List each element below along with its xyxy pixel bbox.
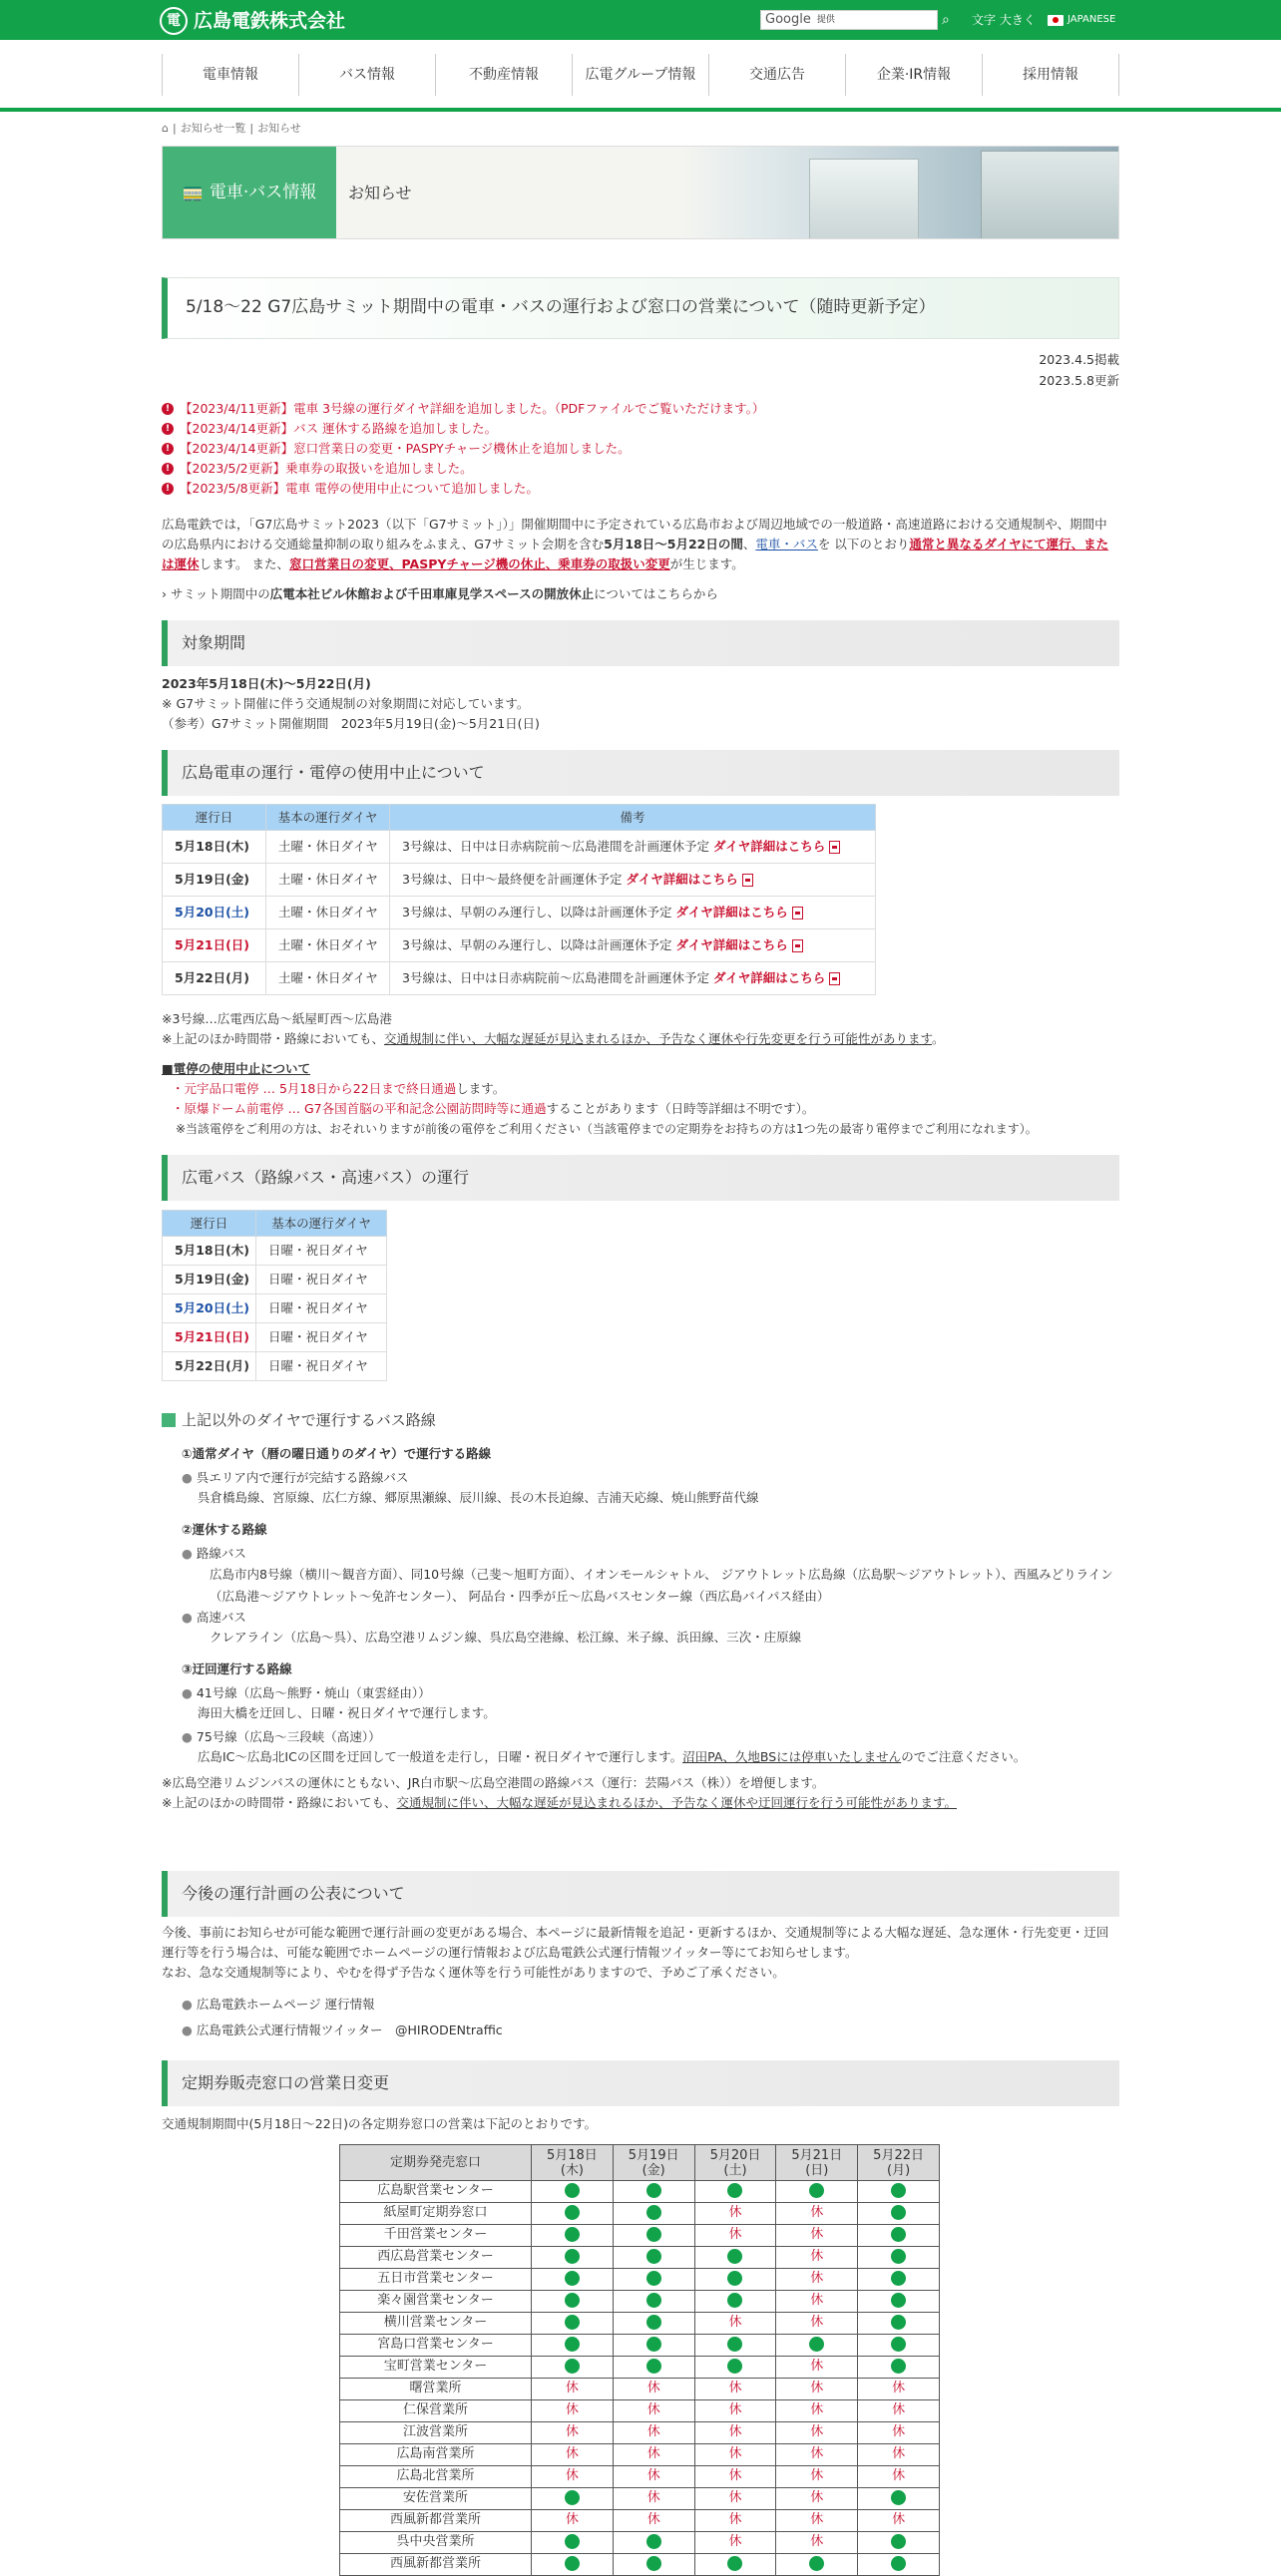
open-circle-icon <box>646 2293 661 2308</box>
alert-icon: ! <box>162 483 174 495</box>
bus-table: 運行日 基本の運行ダイヤ 5月18日(木) 日曜・祝日ダイヤ 5月19日(金) 日曜・祝日ダイヤ 5月20日(土) 日曜・祝日ダイヤ 5月21日(日) 日曜・祝日ダイヤ 5月22日(月) 日曜・祝日ダイヤ <box>162 1210 387 1381</box>
closed-status: 休 <box>694 2422 776 2444</box>
open-status <box>694 2335 776 2357</box>
table-row: 5月18日(木) 土曜・休日ダイヤ 3号線は、日中は日赤病院前～広島港間を計画運休予定 ダイヤ詳細はこちら <box>163 831 876 864</box>
table-row: 5月22日(月) 日曜・祝日ダイヤ <box>163 1352 387 1381</box>
open-status <box>694 2181 776 2203</box>
open-circle-icon <box>727 2293 742 2308</box>
open-status <box>613 2225 694 2247</box>
window-name: 楽々園営業センター <box>340 2291 532 2313</box>
open-status <box>694 2269 776 2291</box>
bus-routes: ①通常ダイヤ（暦の曜日通りのダイヤ）で運行する路線 ● 呉エリア内で運行が完結する路線バス 呉倉橋島線、宮原線、広仁方線、郷原黒瀬線、辰川線、長の木長迫線、吉浦天応線、焼山熊野苗代線 ②運休する路線 ● 路線バス 広島市内8号線（横川～観音方面）、同10号線（己斐～旭町方面）、イオンモールシャトル、 ジアウトレット広島線（広島駅～ジアウトレット）、西風みどりライン（広島港～ジアウトレット～免許センター）、 阿品台・四季が丘～広島バスセンター線（西広島バイパス経由） ● 高速バス クレアライン（広島～呉）、広島空港リムジン線、呉広島空港線、松江線、米子線、浜田線、三次・庄原線 ③迂回運行する路線 ● 41号線（広島～熊野・焼山（東雲経由）） 海田大橋を迂回し、日曜・祝日ダイヤで運行します。 ● 75号線（広島～三段峡（高速）） 広島IC～広島北ICの区間を迂回して一般道を走行し，日曜・祝日ダイヤで運行します。沼田PA、久地BSには停車いたしませんのでご注意ください。 ※広島空港リムジンバスの運休にともない、JR白市駅～広島空港間の路線バス（運行：芸陽バス（株））を増便します。 ※上記のほかの時間帯・路線においても、交通規制に伴い、大幅な遅延が見込まれるほか、予告なく運休や迂回運行を行う可能性があります。 <box>162 1446 1113 1810</box>
open-status <box>858 2247 940 2269</box>
article-dates <box>1039 349 1119 392</box>
table-row <box>340 2357 940 2379</box>
banner-photo <box>681 147 1119 239</box>
table-row <box>340 2400 940 2422</box>
open-circle-icon <box>565 2183 580 2198</box>
closed-status: 休 <box>858 2466 940 2488</box>
open-status <box>532 2225 614 2247</box>
alert-icon: ! <box>162 463 174 475</box>
search-icon[interactable]: ⌕ <box>942 12 950 28</box>
open-status <box>613 2181 694 2203</box>
closed-status: 休 <box>858 2379 940 2400</box>
open-circle-icon <box>891 2227 906 2242</box>
open-status <box>858 2225 940 2247</box>
nav-item[interactable]: 採用情報 <box>983 54 1119 96</box>
schedule-link[interactable]: ダイヤ詳細はこちら <box>712 839 826 854</box>
window-name: 宮島口営業センター <box>340 2335 532 2357</box>
open-status <box>613 2313 694 2335</box>
open-circle-icon <box>809 2337 824 2352</box>
update-list <box>162 399 1119 499</box>
closed-status: 休 <box>613 2488 694 2510</box>
open-status <box>532 2532 614 2554</box>
closed-status: 休 <box>776 2379 858 2400</box>
open-status <box>613 2357 694 2379</box>
closed-status: 休 <box>776 2488 858 2510</box>
window-name: 西広島営業センター <box>340 2247 532 2269</box>
text-size-button[interactable]: 文字 大きく <box>972 13 1036 27</box>
alert-icon: ! <box>162 403 174 415</box>
closed-status: 休 <box>613 2510 694 2532</box>
search-brand: Google <box>765 11 811 27</box>
closed-status: 休 <box>532 2400 614 2422</box>
window-name: 広島南営業所 <box>340 2444 532 2466</box>
open-status <box>858 2181 940 2203</box>
closed-status: 休 <box>776 2466 858 2488</box>
window-name: 広島駅営業センター <box>340 2181 532 2203</box>
language-label: JAPANESE <box>1068 14 1116 25</box>
open-circle-icon <box>565 2315 580 2330</box>
open-circle-icon <box>646 2205 661 2220</box>
open-circle-icon <box>646 2271 661 2286</box>
open-status <box>694 2247 776 2269</box>
closed-status: 休 <box>858 2400 940 2422</box>
closed-status: 休 <box>694 2510 776 2532</box>
open-status <box>613 2554 694 2576</box>
open-status <box>613 2247 694 2269</box>
chevron-right-icon: › <box>162 586 167 601</box>
closed-status: 休 <box>532 2379 614 2400</box>
open-circle-icon <box>565 2359 580 2374</box>
open-circle-icon <box>646 2337 661 2352</box>
open-circle-icon <box>891 2490 906 2505</box>
section-heading: 広電バス（路線バス・高速バス）の運行 <box>162 1155 1119 1201</box>
open-circle-icon <box>646 2359 661 2374</box>
open-circle-icon <box>646 2227 661 2242</box>
table-row: 5月20日(土) 土曜・休日ダイヤ 3号線は、早朝のみ運行し、以降は計画運休予定 ダイヤ詳細はこちら <box>163 897 876 929</box>
open-status <box>858 2554 940 2576</box>
breadcrumb: ⌂ | お知らせ一覧 | お知らせ <box>162 120 301 138</box>
schedule-link[interactable]: ダイヤ詳細はこちら <box>626 872 738 887</box>
window-name: 仁保営業所 <box>340 2400 532 2422</box>
open-circle-icon <box>565 2293 580 2308</box>
table-row: 5月19日(金) 土曜・休日ダイヤ 3号線は、日中～最終便を計画運休予定 ダイヤ詳細はこちら <box>163 864 876 897</box>
closed-status: 休 <box>858 2510 940 2532</box>
open-circle-icon <box>891 2249 906 2264</box>
open-status <box>532 2554 614 2576</box>
open-circle-icon <box>565 2205 580 2220</box>
tram-table: 運行日 基本の運行ダイヤ 備考 5月18日(木) 土曜・休日ダイヤ 3号線は、日中は日赤病院前～広島港間を計画運休予定 ダイヤ詳細はこちら 5月19日(金) 土曜・休日ダイヤ 3号線は、日中～最終便を計画運休予定 ダイヤ詳細はこちら 5月20日(土) 土曜・休日ダイヤ 3号線は、早朝のみ運行し、以降は計画運休予定 ダイヤ詳細はこちら 5月21日(日) 土曜・休日ダイヤ 3号線は、早朝のみ運行し、以降は計画運休予定 ダイヤ詳細はこちら 5月22日(月) 土曜・休日ダイヤ 3号線は、日中は日赤病院前～広島港間を計画運休予定 ダイヤ詳細はこちら <box>162 804 876 995</box>
open-circle-icon <box>565 2490 580 2505</box>
logo-text: 広島電鉄株式会社 <box>194 10 346 32</box>
closed-status: 休 <box>694 2532 776 2554</box>
table-row: 5月20日(土) 日曜・祝日ダイヤ <box>163 1294 387 1323</box>
bus-tram-link[interactable]: 電車・バス <box>755 537 818 552</box>
open-status <box>532 2357 614 2379</box>
open-status <box>858 2313 940 2335</box>
table-row <box>340 2554 940 2576</box>
open-status <box>613 2291 694 2313</box>
global-nav <box>162 54 1119 96</box>
closed-status: 休 <box>776 2357 858 2379</box>
open-status <box>532 2203 614 2225</box>
tram-notes: ※3号線…広電西広島～紙屋町西～広島港 ※上記のほか時間帯・路線においても、交通規制に伴い、大幅な遅延が見込まれるほか、予告なく運休や行先変更を行う可能性があります。 ■電停の使用中止について ・元宇品口電停 … 5月18日から22日まで終日通過します。 ・原爆ドーム前電停 … G7各国首脳の平和記念公園訪問時等に通過することがあります（日時等詳細は不明です）。 ※当該電停をご利用の方は、おそれいりますが前後の電停をご利用ください（当該電停までの定期券をお持ちの方は1つ先の最寄り電停までご利用になれます）。 <box>162 1011 1038 1136</box>
section-heading: 今後の運行計画の公表について <box>162 1871 1119 1917</box>
open-circle-icon <box>727 2359 742 2374</box>
open-status <box>858 2291 940 2313</box>
open-status <box>858 2532 940 2554</box>
window-name: 安佐営業所 <box>340 2488 532 2510</box>
window-intro: 交通規制期間中(5月18日～22日)の各定期券窓口の営業は下記のとおりです。 <box>162 2116 598 2131</box>
table-row: 5月21日(日) 土曜・休日ダイヤ 3号線は、早朝のみ運行し、以降は計画運休予定 ダイヤ詳細はこちら <box>163 929 876 962</box>
open-status <box>776 2335 858 2357</box>
nav-item[interactable]: 不動産情報 <box>436 54 573 96</box>
category-banner <box>162 146 1119 239</box>
nav-divider <box>0 108 1281 112</box>
breadcrumb-item[interactable]: お知らせ一覧 <box>180 122 246 135</box>
window-name: 呉中央営業所 <box>340 2532 532 2554</box>
open-circle-icon <box>891 2359 906 2374</box>
open-circle-icon <box>727 2249 742 2264</box>
open-status <box>532 2181 614 2203</box>
window-name: 曙営業所 <box>340 2379 532 2400</box>
closed-status: 休 <box>532 2422 614 2444</box>
table-row: 5月18日(木) 日曜・祝日ダイヤ <box>163 1237 387 1266</box>
open-status <box>532 2269 614 2291</box>
open-circle-icon <box>891 2293 906 2308</box>
open-status <box>613 2335 694 2357</box>
banner-title: お知らせ <box>348 184 412 202</box>
window-name: 江波営業所 <box>340 2422 532 2444</box>
open-circle-icon <box>891 2337 906 2352</box>
open-circle-icon <box>565 2534 580 2549</box>
open-status <box>858 2357 940 2379</box>
closed-status: 休 <box>613 2444 694 2466</box>
table-row: 5月21日(日) 日曜・祝日ダイヤ <box>163 1323 387 1352</box>
section-heading: 対象期間 <box>162 620 1119 666</box>
closed-status: 休 <box>532 2466 614 2488</box>
window-name: 五日市営業センター <box>340 2269 532 2291</box>
twitter-link[interactable]: 広島電鉄公式運行情報ツイッター @HIRODENtraffic <box>196 2023 503 2037</box>
search-provided: 提供 <box>816 14 835 25</box>
closed-status: 休 <box>613 2422 694 2444</box>
banner-category <box>163 147 336 239</box>
open-circle-icon <box>646 2556 661 2571</box>
open-status <box>858 2488 940 2510</box>
closed-status: 休 <box>532 2444 614 2466</box>
open-status <box>694 2357 776 2379</box>
table-row <box>340 2510 940 2532</box>
nav-item[interactable]: 企業·IR情報 <box>846 54 983 96</box>
table-row <box>340 2488 940 2510</box>
table-row <box>340 2335 940 2357</box>
open-status <box>532 2488 614 2510</box>
open-status <box>858 2269 940 2291</box>
table-row <box>340 2444 940 2466</box>
open-status <box>694 2291 776 2313</box>
intro-text: 広島電鉄では，「G7広島サミット2023（以下「G7サミット」）」開催期間中に予定されている広島市および周辺地域での一般道路・高速道路における交通規制や、期間中の広島県内における交通総量抑制の取り組みをふまえ、G7サミット会期を含む5月18日～5月22日の間、電車・バスを 以下のとおり通常と異なるダイヤにて運行、または運休します。 また、窓口営業日の変更、PASPYチャージ機の休止、乗車券の取扱い変更が生じます。 <box>162 517 1109 571</box>
open-circle-icon <box>646 2534 661 2549</box>
open-status <box>776 2554 858 2576</box>
open-status <box>613 2203 694 2225</box>
table-row <box>340 2225 940 2247</box>
open-circle-icon <box>891 2183 906 2198</box>
closure-link[interactable]: › サミット期間中の広電本社ビル休館および千田車庫見学スペースの開放休止についてはこちらから <box>162 586 718 601</box>
closed-status: 休 <box>776 2203 858 2225</box>
section-heading: 広島電車の運行・電停の使用中止について <box>162 750 1119 796</box>
table-row <box>340 2269 940 2291</box>
pdf-icon <box>829 841 840 854</box>
breadcrumb-current: お知らせ <box>257 122 301 135</box>
open-circle-icon <box>891 2556 906 2571</box>
closed-status: 休 <box>776 2291 858 2313</box>
nav-item[interactable]: 広電グループ情報 <box>573 54 709 96</box>
plan-text: 今後、事前にお知らせが可能な範囲で運行計画の変更がある場合、本ページに最新情報を追記・更新するほか、交通規制等による大幅な遅延、急な運休・行先変更・迂回運行等を行う場合は、可能な範囲でホームページの運行情報および広島電鉄公式運行情報ツイッター等にてお知らせします。 なお、急な交通規制等により、やむを得ず予告なく運休等を行う可能性がありますので、予めご了承ください。 ● 広島電鉄ホームページ 運行情報 ● 広島電鉄公式運行情報ツイッター @HIRODENtraffic <box>162 1925 1109 2037</box>
home-icon[interactable]: ⌂ <box>162 122 169 135</box>
schedule-link[interactable]: ダイヤ詳細はこちら <box>675 905 788 920</box>
open-circle-icon <box>727 2556 742 2571</box>
window-name: 西風新都営業所 <box>340 2510 532 2532</box>
subsection-heading: 上記以外のダイヤで運行するバス路線 <box>162 1408 436 1432</box>
closed-status: 休 <box>694 2488 776 2510</box>
closed-status: 休 <box>776 2247 858 2269</box>
alert-icon: ! <box>162 423 174 435</box>
closed-status: 休 <box>694 2225 776 2247</box>
closed-status: 休 <box>776 2225 858 2247</box>
open-status <box>532 2247 614 2269</box>
table-row <box>340 2532 940 2554</box>
search-input[interactable] <box>760 10 938 30</box>
open-circle-icon <box>565 2227 580 2242</box>
open-status <box>694 2554 776 2576</box>
page-title: 5/18～22 G7広島サミット期間中の電車・バスの運行および窓口の営業について（随時更新予定） <box>162 277 1119 339</box>
closed-status: 休 <box>613 2466 694 2488</box>
nav-item[interactable]: 電車情報 <box>163 54 299 96</box>
nav-item[interactable]: バス情報 <box>299 54 436 96</box>
top-bar <box>0 0 1281 40</box>
open-circle-icon <box>565 2337 580 2352</box>
window-name: 紙屋町定期券窓口 <box>340 2203 532 2225</box>
open-circle-icon <box>809 2556 824 2571</box>
closed-status: 休 <box>776 2269 858 2291</box>
closed-status: 休 <box>776 2510 858 2532</box>
window-name: 宝町営業センター <box>340 2357 532 2379</box>
open-circle-icon <box>565 2249 580 2264</box>
pdf-icon <box>742 874 753 887</box>
window-name: 千田営業センター <box>340 2225 532 2247</box>
schedule-link[interactable]: ダイヤ詳細はこちら <box>675 937 788 952</box>
pdf-icon <box>829 972 840 985</box>
open-status <box>858 2203 940 2225</box>
schedule-link[interactable]: ダイヤ詳細はこちら <box>712 970 826 985</box>
closed-status: 休 <box>694 2313 776 2335</box>
closed-status: 休 <box>858 2422 940 2444</box>
table-row: 5月19日(金) 日曜・祝日ダイヤ <box>163 1266 387 1294</box>
banner-category-label: 電車·バス情報 <box>209 183 317 203</box>
closed-status: 休 <box>776 2532 858 2554</box>
operation-info-link[interactable]: 広島電鉄ホームページ 運行情報 <box>196 1997 375 2012</box>
closed-status: 休 <box>694 2444 776 2466</box>
update-item: ! 【2023/4/11更新】電車 3号線の運行ダイヤ詳細を追加しました。（PDFファイルでご覧いただけます。） <box>162 399 1119 419</box>
open-circle-icon <box>727 2183 742 2198</box>
closed-status: 休 <box>776 2400 858 2422</box>
update-item: ! 【2023/4/14更新】窓口営業日の変更・PASPYチャージ機休止を追加しました。 <box>162 439 1119 459</box>
update-item: ! 【2023/5/2更新】乗車券の取扱いを追加しました。 <box>162 459 1119 479</box>
pdf-icon <box>792 907 803 920</box>
table-row <box>340 2466 940 2488</box>
open-circle-icon <box>891 2315 906 2330</box>
train-icon: 🚃 <box>182 183 204 203</box>
closed-status: 休 <box>776 2422 858 2444</box>
open-circle-icon <box>646 2249 661 2264</box>
closed-status: 休 <box>694 2379 776 2400</box>
open-circle-icon <box>891 2271 906 2286</box>
open-circle-icon <box>646 2183 661 2198</box>
open-status <box>532 2335 614 2357</box>
closed-status: 休 <box>532 2510 614 2532</box>
japan-flag-icon <box>1048 15 1064 26</box>
open-circle-icon <box>565 2556 580 2571</box>
table-row <box>340 2247 940 2269</box>
closed-status: 休 <box>776 2444 858 2466</box>
table-row <box>340 2203 940 2225</box>
alert-icon: ! <box>162 443 174 455</box>
closed-status: 休 <box>776 2313 858 2335</box>
window-name: 広島北営業所 <box>340 2466 532 2488</box>
table-row <box>340 2379 940 2400</box>
table-row <box>340 2422 940 2444</box>
section-heading: 定期券販売窓口の営業日変更 <box>162 2060 1119 2106</box>
open-circle-icon <box>891 2205 906 2220</box>
open-circle-icon <box>727 2271 742 2286</box>
closed-status: 休 <box>613 2379 694 2400</box>
square-icon <box>162 1413 176 1427</box>
site-logo[interactable] <box>160 6 345 36</box>
open-status <box>776 2181 858 2203</box>
open-circle-icon <box>565 2271 580 2286</box>
updated-date: 2023.5.8更新 <box>1039 373 1119 389</box>
window-name: 西風新都営業所 <box>340 2554 532 2576</box>
open-circle-icon <box>891 2534 906 2549</box>
update-item: ! 【2023/4/14更新】バス 運休する路線を追加しました。 <box>162 419 1119 439</box>
open-status <box>613 2532 694 2554</box>
closed-status: 休 <box>613 2400 694 2422</box>
closed-status: 休 <box>694 2203 776 2225</box>
period-block: 2023年5月18日(木)～5月22日(月) ※ G7サミット開催に伴う交通規制の対象期間に対応しています。 （参考）G7サミット開催期間 2023年5月19日(金)～5月21日(日) <box>162 676 540 731</box>
language-switch[interactable] <box>1048 12 1115 28</box>
posted-date: 2023.4.5掲載 <box>1039 352 1119 367</box>
logo-icon: 電 <box>160 7 188 35</box>
window-table: 定期券発売窓口 5月18日 (木) 5月19日 (金) 5月20日 (土) 5月21日 (日) 5月22日 (月) 広島駅営業センター 紙屋町定期券窓口 休 休 千田営業センター 休 休 西広島営業センター 休 五日市営業センター 休 楽々園営業センター 休 横川営業センター 休 休 宮島口営業センター 宝町営業センター 休 曙営業所 休 休 休 休 休 仁保営業所 休 休 休 休 休 江波営業所 休 休 休 休 休 広島南営業所 休 休 休 休 休 広島北営業所 休 休 休 休 休 安佐営業所 休 休 休 西風新都営業所 休 休 休 休 休 呉中央営業所 休 休 西風新都営業所 <box>339 2144 940 2576</box>
open-status <box>532 2291 614 2313</box>
nav-item[interactable]: 交通広告 <box>709 54 846 96</box>
open-circle-icon <box>809 2183 824 2198</box>
table-row <box>340 2181 940 2203</box>
open-status <box>858 2335 940 2357</box>
closed-status: 休 <box>858 2444 940 2466</box>
table-row <box>340 2291 940 2313</box>
table-row <box>340 2313 940 2335</box>
update-item: ! 【2023/5/8更新】電車 電停の使用中止について追加しました。 <box>162 479 1119 499</box>
table-row: 5月22日(月) 土曜・休日ダイヤ 3号線は、日中は日赤病院前～広島港間を計画運休予定 ダイヤ詳細はこちら <box>163 962 876 995</box>
open-status <box>613 2269 694 2291</box>
window-name: 横川営業センター <box>340 2313 532 2335</box>
pdf-icon <box>792 939 803 952</box>
open-circle-icon <box>646 2315 661 2330</box>
closed-status: 休 <box>694 2400 776 2422</box>
closed-status: 休 <box>694 2466 776 2488</box>
open-status <box>532 2313 614 2335</box>
open-circle-icon <box>727 2337 742 2352</box>
